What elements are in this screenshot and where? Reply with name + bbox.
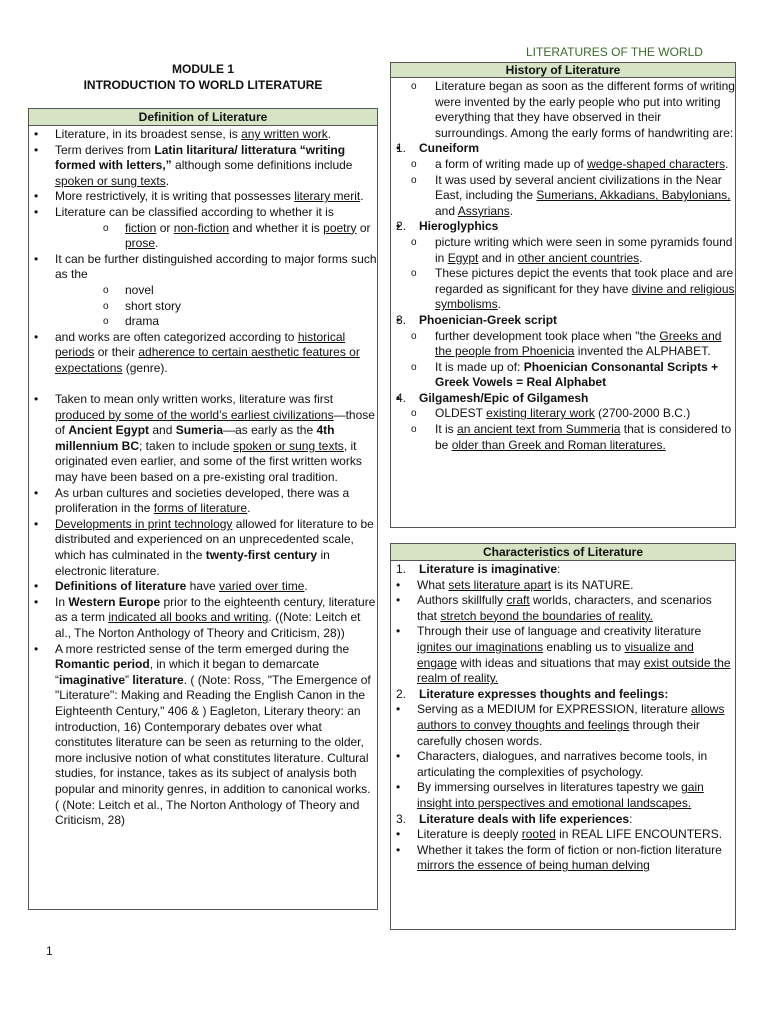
history-item: • 4. Gilgamesh/Epic of Gilgamesh o OLDEST existing literary work (2700-2000 B.C.) o It is an ancient text from Summeria that is considered to be older than Greek and Roman literatures. bbox=[391, 391, 735, 453]
history-detail: o a form of writing made up of wedge-shaped characters. bbox=[391, 157, 735, 173]
characteristic-item: • Whether it takes the form of fiction or non-fiction literature mirrors the essence of being human delving bbox=[391, 843, 735, 874]
definition-item: • A more restricted sense of the term emerged during the Romantic period, in which it began to demarcate “imaginative” literature. ( (Note: Ross, "The Emergence of "Literature": Making and Reading the English Canon in the Eighteenth Century," 406 & ) Eagleton, Literary theory: an introduction, 16) Contemporary debates over what constitutes literature can be seen as returning to the older, more inclusive notion of what constitutes literature. Cultural studies, for instance, takes as its subject of analysis both popular and minority genres, in addition to canonical works. ( (Note: Leitch et al., The Norton Anthology of Theory and Criticism, 28) bbox=[29, 642, 377, 829]
characteristics-heading: Characteristics of Literature bbox=[391, 544, 735, 561]
history-item: • 1. Cuneiform o a form of writing made up of wedge-shaped characters. o It was used by several ancient civilizations in the Near East, including the Sumerians, Akkadians, Babylonians, and Assyrians. bbox=[391, 141, 735, 219]
characteristic-item: • Authors skillfully craft worlds, characters, and scenarios that stretch beyond the boundaries of reality. bbox=[391, 593, 735, 624]
characteristic-item: • Serving as a MEDIUM for EXPRESSION, literature allows authors to convey thoughts and feelings through their carefully chosen words. bbox=[391, 702, 735, 749]
characteristic-item: • By immersing ourselves in literatures tapestry we gain insight into perspectives and emotional landscapes. bbox=[391, 780, 735, 811]
definition-item: • Developments in print technology allowed for literature to be distributed and experienced on an unprecedented scale, which has culminated in the twenty-first century in electronic literature. bbox=[29, 517, 377, 579]
history-item: • 3. Phoenician-Greek script o further development took place when "the Greeks and the people from Phoenicia invented the ALPHABET. o It is made up of: Phoenician Consonantal Scripts + Greek Vowels = Real Alphabet bbox=[391, 313, 735, 391]
definition-item: • Literature can be classified according to whether it is o fiction or non-fiction and whether it is poetry or prose. bbox=[29, 205, 377, 252]
history-intro: o Literature began as soon as the different forms of writing were invented by the early people who put into writing everything that they have observed in their surroundings. Among the early forms of handwriting are: bbox=[391, 79, 735, 141]
characteristic-item: • Literature is deeply rooted in REAL LIFE ENCOUNTERS. bbox=[391, 827, 735, 843]
history-detail: o picture writing which were seen in some pyramids found in Egypt and in other ancient countries. bbox=[391, 235, 735, 266]
history-detail: o OLDEST existing literary work (2700-2000 B.C.) bbox=[391, 406, 735, 422]
definition-item: • It can be further distinguished according to major forms such as the o novel o short story o drama bbox=[29, 252, 377, 330]
module-title bbox=[28, 61, 378, 93]
definition-body bbox=[29, 126, 377, 829]
page-number: 1 bbox=[46, 944, 53, 958]
definition-item: • Definitions of literature have varied over time. bbox=[29, 579, 377, 595]
history-detail: o further development took place when "the Greeks and the people from Phoenicia invented the ALPHABET. bbox=[391, 329, 735, 360]
characteristic-item: • What sets literature apart is its NATURE. bbox=[391, 578, 735, 594]
definition-item: • As urban cultures and societies developed, there was a proliferation in the forms of literature. bbox=[29, 486, 377, 517]
course-title: LITERATURES OF THE WORLD bbox=[526, 45, 703, 59]
history-detail: o These pictures depict the events that took place and are regarded as significant for they have divine and religious symbolisms. bbox=[391, 266, 735, 313]
characteristic-item: • Characters, dialogues, and narratives become tools, in articulating the complexities of psychology. bbox=[391, 749, 735, 780]
definition-panel bbox=[28, 108, 378, 910]
history-heading: History of Literature bbox=[391, 63, 735, 78]
definition-item: • In Western Europe prior to the eighteenth century, literature as a term indicated all books and writing. ((Note: Leitch et al., The Norton Anthology of Theory and Criticism, 28)) bbox=[29, 595, 377, 642]
definition-heading: Definition of Literature bbox=[29, 109, 377, 126]
characteristic-title: 1. Literature is imaginative: bbox=[396, 562, 561, 576]
classification-item: o fiction or non-fiction and whether it is poetry or prose. bbox=[55, 221, 377, 252]
definition-item: • Term derives from Latin litaritura/ litteratura “writing formed with letters,” although some definitions include spoken or sung texts. bbox=[29, 143, 377, 190]
definition-item: • More restrictively, it is writing that possesses literary merit. bbox=[29, 189, 377, 205]
history-panel bbox=[390, 62, 736, 528]
characteristic-title: 2. Literature expresses thoughts and feelings: bbox=[396, 686, 669, 701]
module-number: MODULE 1 bbox=[171, 62, 234, 76]
form-item: o drama bbox=[55, 314, 377, 330]
form-item: o novel bbox=[55, 283, 377, 299]
history-item: • 2. Hieroglyphics o picture writing which were seen in some pyramids found in Egypt and in other ancient countries. o These pictures depict the events that took place and are regarded as significant for they have divine and religious symbolisms. bbox=[391, 219, 735, 313]
characteristics-panel bbox=[390, 543, 736, 930]
history-detail: o It is an ancient text from Summeria that is considered to be older than Greek and Roman literatures. bbox=[391, 422, 735, 453]
characteristic-item: • Through their use of language and creativity literature ignites our imaginations enabling us to visualize and engage with ideas and situations that may exist outside the realm of reality. bbox=[391, 624, 735, 686]
definition-item: • Taken to mean only written works, literature was first produced by some of the world’s earliest civilizations—those of Ancient Egypt and Sumeria—as early as the 4th millennium BC; taken to include spoken or sung texts, it originated even earlier, and some of the first written works may have been based on a pre-existing oral tradition. bbox=[29, 392, 377, 486]
module-name: INTRODUCTION TO WORLD LITERATURE bbox=[83, 78, 323, 92]
history-detail: o It is made up of: Phoenician Consonantal Scripts + Greek Vowels = Real Alphabet bbox=[391, 360, 735, 391]
characteristic-title: 3. Literature deals with life experiences: bbox=[396, 811, 633, 826]
definition-item: • Literature, in its broadest sense, is any written work. bbox=[29, 127, 377, 143]
history-body bbox=[391, 78, 735, 453]
form-item: o short story bbox=[55, 299, 377, 315]
definition-item: • and works are often categorized according to historical periods or their adherence to certain aesthetic features or expectations (genre). bbox=[29, 330, 377, 377]
history-detail: o It was used by several ancient civilizations in the Near East, including the Sumerians, Akkadians, Babylonians, and Assyrians. bbox=[391, 173, 735, 220]
characteristics-body bbox=[391, 561, 735, 874]
